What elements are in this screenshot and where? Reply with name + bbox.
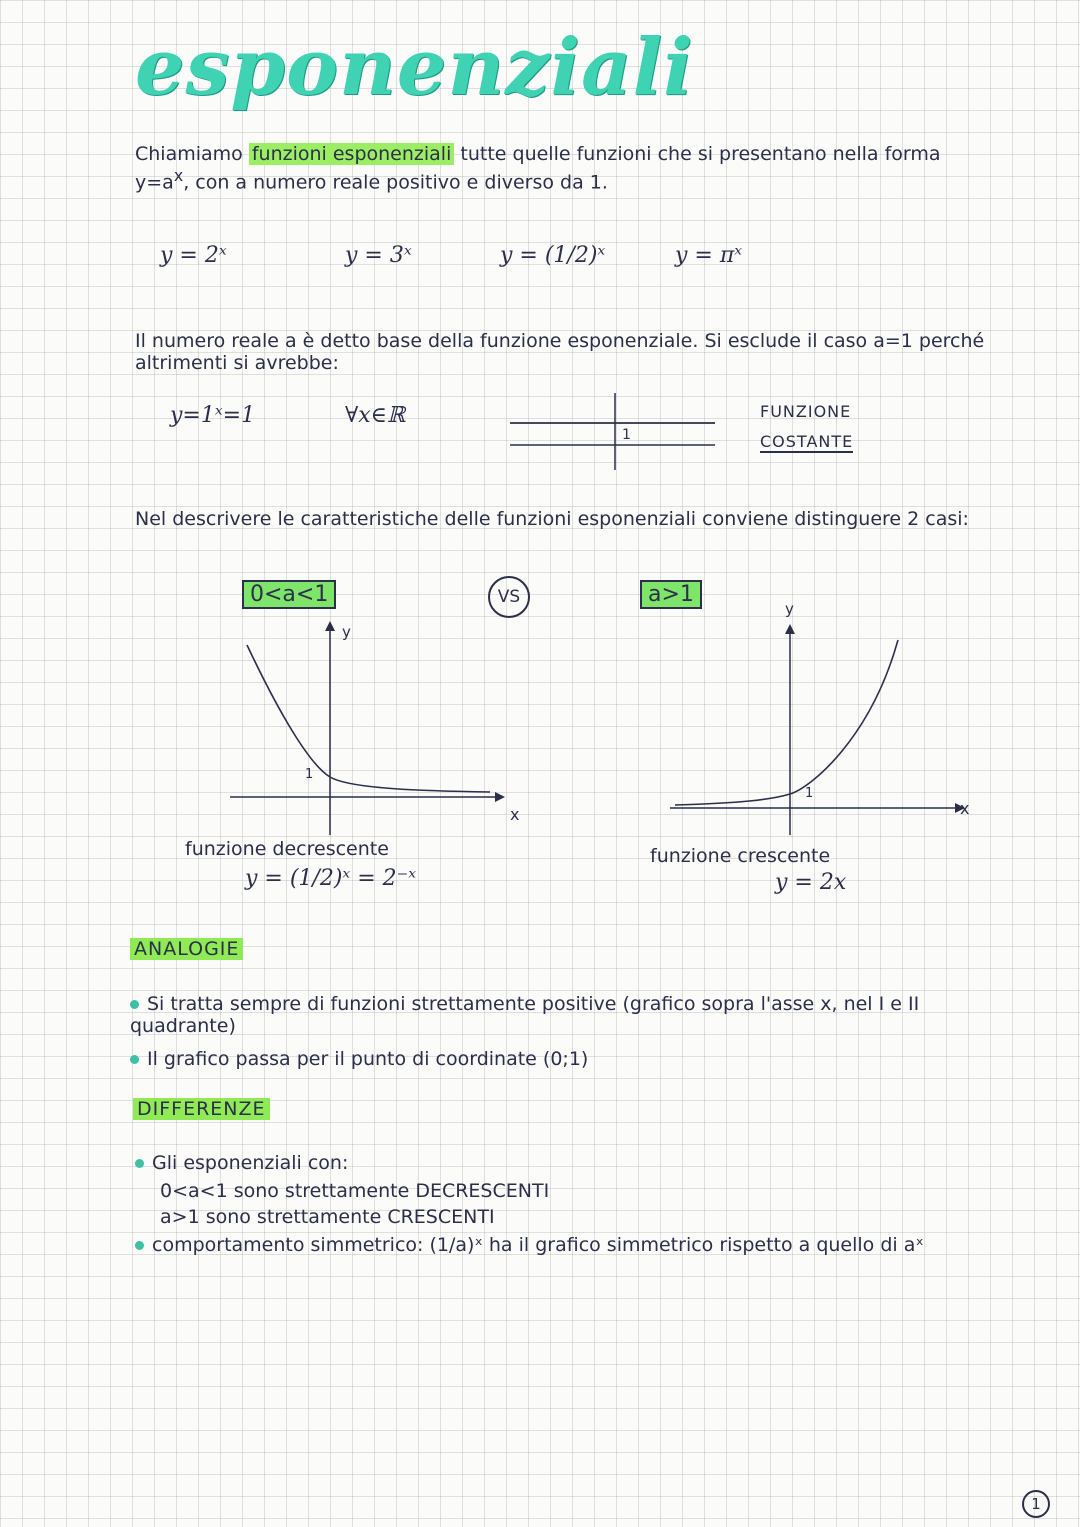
right-curve [675, 640, 898, 805]
page-number: 1 [1022, 1490, 1050, 1518]
right-point-label: 1 [805, 786, 814, 801]
constant-label-1: FUNZIONE [760, 402, 852, 421]
left-x-label: x [510, 805, 520, 824]
differenze-item-1-intro: Gli esponenziali con: [152, 1152, 349, 1174]
left-point-label: 1 [305, 767, 314, 782]
bullet-dot [135, 1159, 144, 1168]
left-caption: funzione decrescente [185, 838, 389, 860]
analogie-item-1-text: Si tratta sempre di funzioni strettamente positive (grafico sopra l'asse x, nel I e II quadrante) [130, 993, 920, 1037]
analogie-item-1 [130, 993, 950, 1037]
left-y-label: y [342, 623, 351, 641]
intro-sup: x [173, 166, 184, 185]
example-1: y = 2ˣ [160, 243, 227, 268]
right-y-arrow [785, 624, 795, 634]
right-caption: funzione crescente [650, 845, 831, 867]
intro-highlight: funzioni esponenziali [249, 143, 455, 165]
case-right-box: a>1 [640, 580, 702, 609]
intro-after: tutte quelle funzioni che si presentano nella forma y=a [135, 143, 941, 194]
intro-paragraph [135, 143, 965, 193]
constant-graph [510, 385, 750, 475]
constant-domain: ∀x∈ℝ [345, 403, 406, 428]
cases-paragraph: Nel descrivere le caratteristiche delle funzioni esponenziali conviene distinguere 2 casi: [135, 508, 969, 530]
intro-rest: , con a numero reale positivo e diverso da 1. [183, 171, 608, 194]
base-paragraph: Il numero reale a è detto base della funzione esponenziale. Si esclude il caso a=1 perché altrimenti si avrebbe: [135, 330, 985, 374]
example-3: y = (1/2)ˣ [500, 243, 606, 268]
intro-before: Chiamiamo [135, 143, 249, 165]
page-title: esponenziali [135, 22, 694, 113]
analogie-item-2-text: Il grafico passa per il punto di coordinate (0;1) [147, 1048, 589, 1070]
right-x-label: x [960, 799, 970, 818]
example-4: y = πˣ [675, 243, 743, 268]
differenze-item-2 [135, 1234, 925, 1256]
constant-label-2: COSTANTE [760, 432, 854, 451]
bullet-dot [135, 1241, 144, 1250]
bullet-dot [130, 1000, 139, 1009]
constant-graph-label: 1 [622, 427, 631, 443]
left-y-arrow [325, 621, 335, 631]
example-2: y = 3ˣ [345, 243, 412, 268]
left-x-arrow [495, 792, 505, 802]
right-y-label: y [785, 600, 794, 618]
left-curve [247, 645, 490, 792]
differenze-heading: DIFFERENZE [133, 1098, 270, 1120]
graph-increasing [660, 600, 980, 840]
left-formula: y = (1/2)ˣ = 2⁻ˣ [245, 866, 417, 891]
right-formula: y = 2x [775, 870, 847, 895]
constant-formula: y=1ˣ=1 [170, 403, 256, 428]
case-left-box: 0<a<1 [242, 580, 336, 609]
analogie-item-2 [130, 1048, 950, 1070]
graph-decreasing [225, 615, 525, 840]
vs-badge: VS [488, 576, 530, 618]
differenze-item-1-line-1: 0<a<1 sono strettamente DECRESCENTI [160, 1180, 550, 1202]
differenze-item-1 [135, 1152, 935, 1174]
bullet-dot [130, 1055, 139, 1064]
analogie-heading: ANALOGIE [130, 938, 243, 960]
differenze-item-1-line-2: a>1 sono strettamente CRESCENTI [160, 1206, 495, 1228]
differenze-item-2-text: comportamento simmetrico: (1/a)ˣ ha il grafico simmetrico rispetto a quello di aˣ [152, 1234, 924, 1256]
